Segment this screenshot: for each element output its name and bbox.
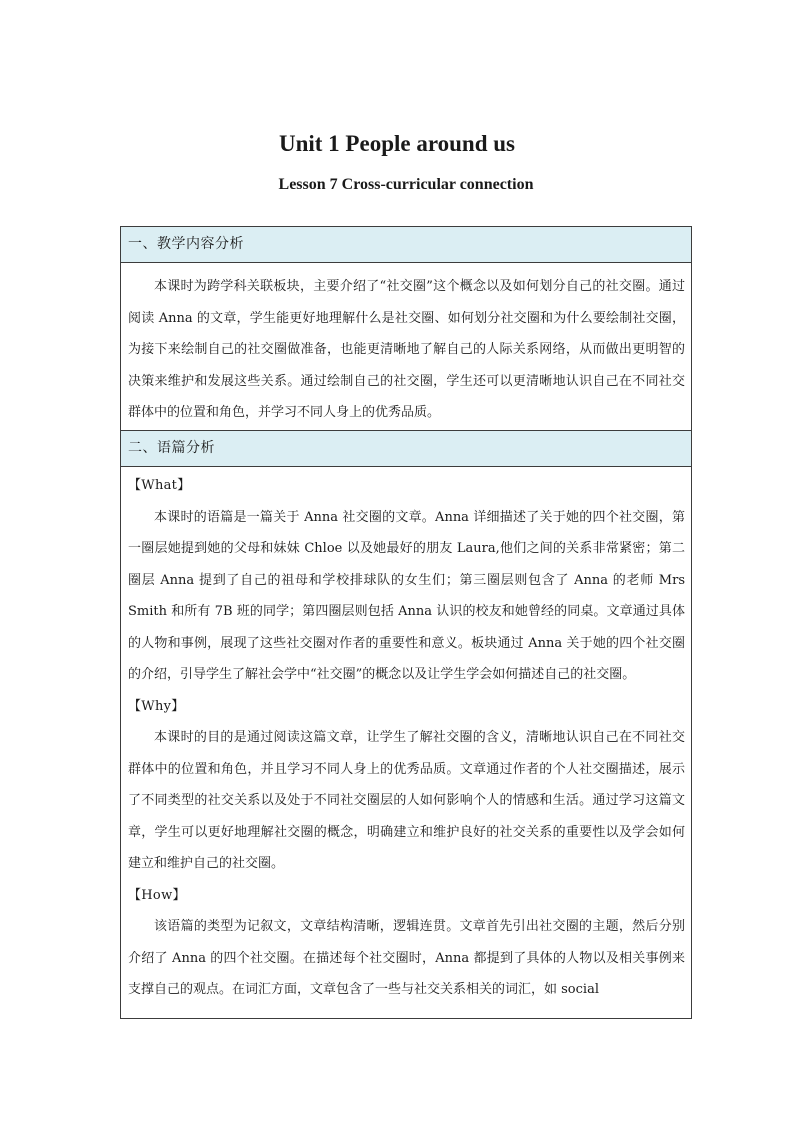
paragraph: 本课时的目的是通过阅读这篇文章，让学生了解社交圈的含义，清晰地认识自己在不同社交群体中的位置和角色，并且学习不同人身上的优秀品质。文章通过作者的个人社交圈描述，展示了不同类型的社交关系以及处于不同社交圈层的人如何影响个人的情感和生活。通过学习这篇文章，学生可以更好地理解社交圈的概念，明确建立和维护良好的社交关系的重要性以及学会如何建立和维护自己的社交圈。 <box>128 730 685 871</box>
section-body-text-analysis <box>121 467 691 1008</box>
page-subtitle: Lesson 7 Cross-curricular connection <box>278 176 534 193</box>
section-body-content-analysis <box>121 263 691 430</box>
paragraph: 本课时为跨学科关联板块，主要介绍了“社交圈”这个概念以及如何划分自己的社交圈。通过阅读 Anna 的文章，学生能更好地理解什么是社交圈、如何划分社交圈和为什么要绘制社交圈，为接下来绘制自己的社交圈做准备，也能更清晰地了解自己的人际关系网络，从而做出更明智的决策来维护和发展这些关系。通过绘制自己的社交圈，学生还可以更清晰地认识自己在不同社交群体中的位置和角色，并学习不同人身上的优秀品质。 <box>128 279 685 420</box>
page-title: Unit 1 People around us <box>278 131 515 156</box>
paragraph: 本课时的语篇是一篇关于 Anna 社交圈的文章。Anna 详细描述了关于她的四个社交圈，第一圈层她提到她的父母和妹妹 Chloe 以及她最好的朋友 Laura,他们之间的关系非常紧密；第二圈层 Anna 提到了自己的祖母和学校排球队的女生们；第三圈层则包含了 Anna 的老师 Mrs Smith 和所有 7B 班的同学；第四圈层则包括 Anna 认识的校友和她曾经的同桌。文章通过具体的人物和事例，展现了这些社交圈对作者的重要性和意义。板块通过 Anna 关于她的四个社交圈的介绍，引导学生了解社会学中“社交圈”的概念以及让学生学会如何描述自己的社交圈。 <box>128 509 685 682</box>
content-table <box>120 226 692 1019</box>
section-heading-content-analysis: 一、教学内容分析 <box>121 227 691 263</box>
what-label: 【What】 <box>128 478 191 493</box>
how-label: 【How】 <box>128 887 186 903</box>
section-heading-text-analysis: 二、语篇分析 <box>121 430 691 467</box>
paragraph: 该语篇的类型为记叙文，文章结构清晰，逻辑连贯。文章首先引出社交圈的主题，然后分别介绍了 Anna 的四个社交圈。在描述每个社交圈时，Anna 都提到了具体的人物以及相关事例来支撑自己的观点。在词汇方面，文章包含了一些与社交关系相关的词汇，如 social <box>128 919 685 997</box>
why-label: 【Why】 <box>128 698 185 714</box>
